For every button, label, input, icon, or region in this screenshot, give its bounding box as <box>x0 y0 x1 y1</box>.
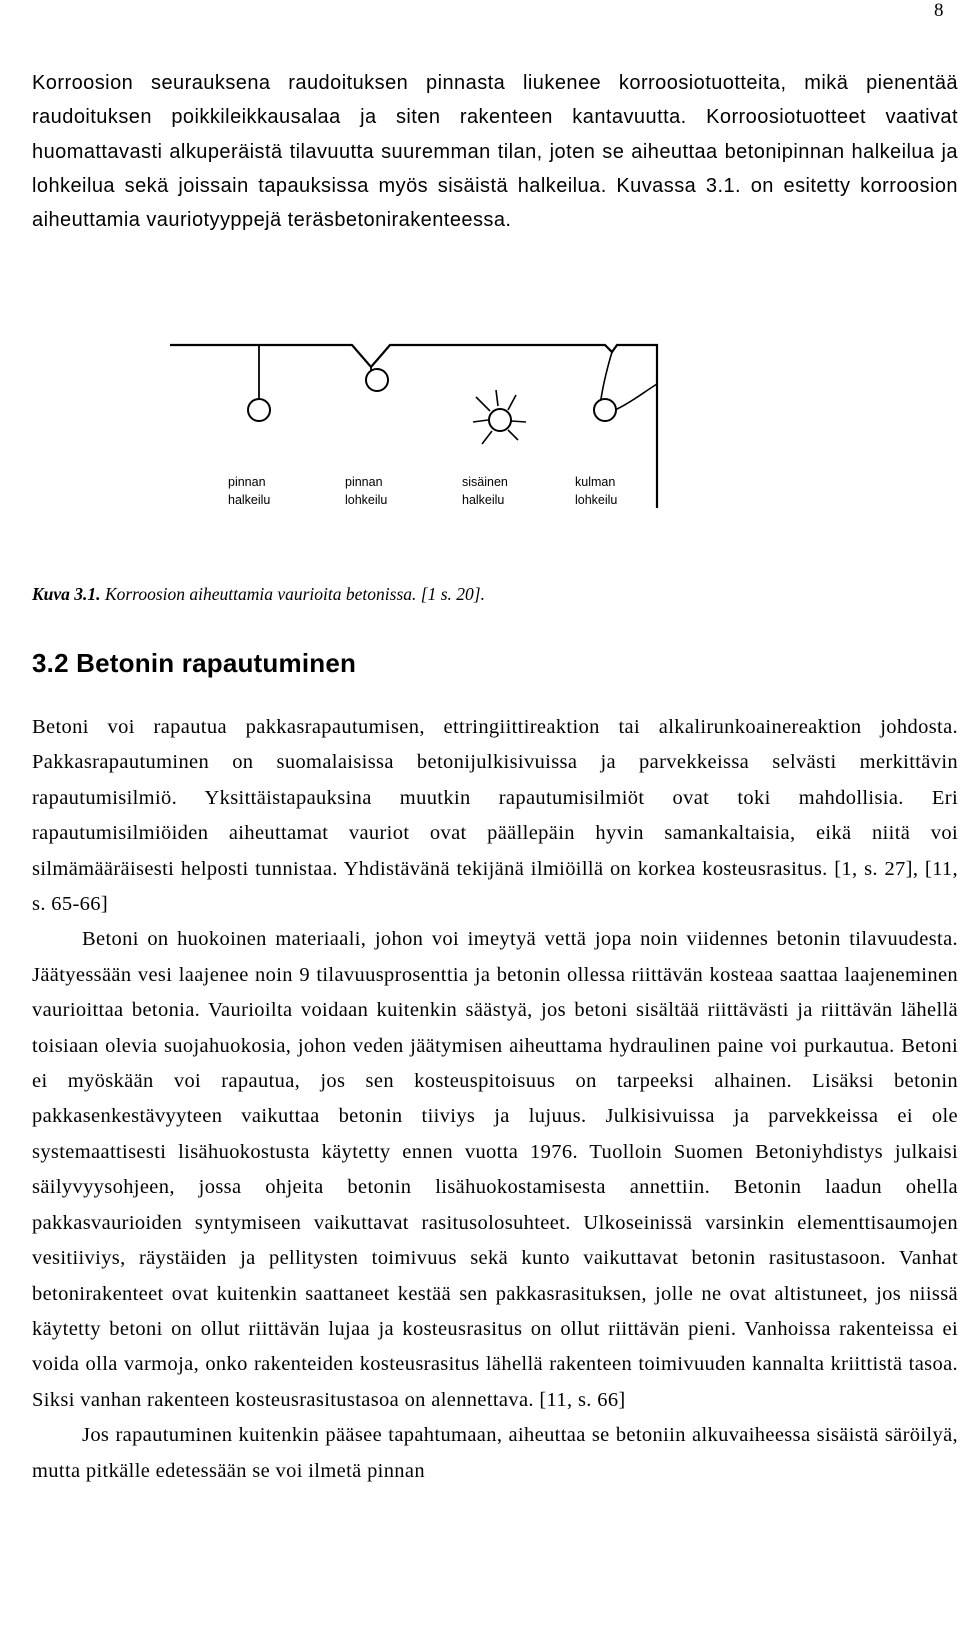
intro-paragraph: Korroosion seurauksena raudoituksen pinnasta liukenee korroosiotuotteita, mikä pienentää raudoituksen poikkileikkausalaa ja siten rakenteen kantavuutta. Korroosiotuotteet vaativat huomattavasti alkuperäistä tilavuutta suuremman tilan, joten se aiheuttaa betonipinnan halkeilua ja lohkeilua sekä joissain tapauksissa myös sisäistä halkeilua. Kuvassa 3.1. on esitetty korroosion aiheuttamia vauriotyyppejä teräsbetonirakenteessa. <box>32 72 958 232</box>
figure-label-line2: halkeilu <box>228 493 271 507</box>
corner-crack-line <box>600 352 612 406</box>
rebar-circle <box>594 399 616 421</box>
internal-crack-line <box>508 395 516 410</box>
figure-label-line1: kulman <box>575 475 616 489</box>
figure-label-line2: lohkeilu <box>575 493 618 507</box>
corrosion-damage-diagram <box>170 340 700 540</box>
body-text <box>32 710 958 1489</box>
figure-label-line2: halkeilu <box>462 493 505 507</box>
internal-crack-line <box>511 421 526 422</box>
figure-label-line1: pinnan <box>345 475 383 489</box>
internal-crack-line <box>473 420 488 422</box>
figure-label-line1: pinnan <box>228 475 266 489</box>
rebar-circle <box>366 369 388 391</box>
figure-label-line2: lohkeilu <box>345 493 388 507</box>
corner-spall-group <box>594 352 657 421</box>
body-paragraph: Betoni on huokoinen materiaali, johon voi imeytyä vettä jopa noin viidennes betonin tilavuudesta. Jäätyessään vesi laajenee noin 9 tilavuusprosenttia ja betonin ollessa riittävän kosteaa saattaa laajeneminen vaurioittaa betonia. Vaurioilta voidaan kuitenkin säästyä, jos betoni sisältää riittävästi ja riittävän lähellä toisiaan olevia suojahuokosia, johon veden jäätymisen aiheuttama hydraulinen paine voi purkautua. Betoni ei myöskään voi rapautua, jos sen kosteuspitoisuus on tarpeeksi alhainen. Lisäksi betonin pakkasenkestävyyteen vaikuttaa betonin tiiviys ja lujuus. Julkisivuissa ja parvekkeissa ei ole systemaattisesti lisähuokostusta käytetty ennen vuotta 1976. Tuolloin Suomen Betoniyhdistys julkaisi säilyvyysohjeen, jossa ohjeita betonin lisähuokostamisesta annettiin. Betonin laadun ohella pakkasvaurioiden syntymiseen vaikuttavat rasitusolosuhteet. Ulkoseinissä varsinkin elementtisaumojen vesitiiviys, räystäiden ja pellitysten toimivuus sekä kunto vaikuttavat betonin rasitustasoon. Vanhat betonirakenteet ovat kuitenkin saattaneet kestää sen pakkasrasituksen, jolle ne ovat altistuneet, jos niissä käytetty betoni on ollut riittävän lujaa ja kosteusrasitus on ollut riittävän pieni. Vanhoissa rakenteissa ei voida olla varmoja, onko rakenteiden kosteusrasitus lähellä rakenteen toimivuuden kannalta kriittistä tasoa. Siksi vanhan rakenteen kosteusrasitustasoa on alennettava. [11, s. 66] <box>32 928 958 1411</box>
rebar-circle <box>248 399 270 421</box>
internal-crack-line <box>482 431 492 444</box>
section-heading: 3.2 Betonin rapautuminen <box>32 648 357 678</box>
caption-lead: Kuva 3.1. <box>32 584 101 604</box>
caption-text: Korroosion aiheuttamia vaurioita betonissa. [1 s. 20]. <box>100 584 485 604</box>
concrete-surface-line <box>170 345 590 367</box>
internal-crack-line <box>496 390 498 406</box>
body-paragraph: Jos rapautuminen kuitenkin pääsee tapahtumaan, aiheuttaa se betoniin alkuvaiheessa sisäistä säröilyä, mutta pitkälle edetessään se voi ilmetä pinnan <box>32 1424 958 1482</box>
figure-label-line1: sisäinen <box>462 475 508 489</box>
body-paragraph: Betoni voi rapautua pakkasrapautumisen, ettringiittireaktion tai alkalirunkoainereaktion johdosta. Pakkasrapautuminen on suomalaisissa betonijulkisivuissa ja parvekkeissa selvästi merkittävin rapautumisilmiö. Yksittäistapauksina muutkin rapautumisilmiöt ovat toki mahdollisia. Eri rapautumisilmiöiden aiheuttamat vauriot ovat päällepäin hyvin samankaltaisia, eikä niitä voi silmämääräisesti helposti tunnistaa. Yhdistävänä tekijänä ilmiöillä on korkea kosteusrasitus. [1, s. 27], [11, s. 65-66] <box>32 716 958 916</box>
internal-crack-line <box>508 430 518 440</box>
surface-spall-group <box>366 367 388 391</box>
corrosion-damage-figure <box>170 340 700 540</box>
corner-crack-line <box>615 384 657 410</box>
surface-crack-group <box>248 346 270 421</box>
internal-crack-group <box>473 390 526 444</box>
rebar-circle <box>489 409 511 431</box>
internal-crack-line <box>476 397 490 411</box>
figure-caption <box>32 584 485 605</box>
page-number: 8 <box>934 0 944 21</box>
